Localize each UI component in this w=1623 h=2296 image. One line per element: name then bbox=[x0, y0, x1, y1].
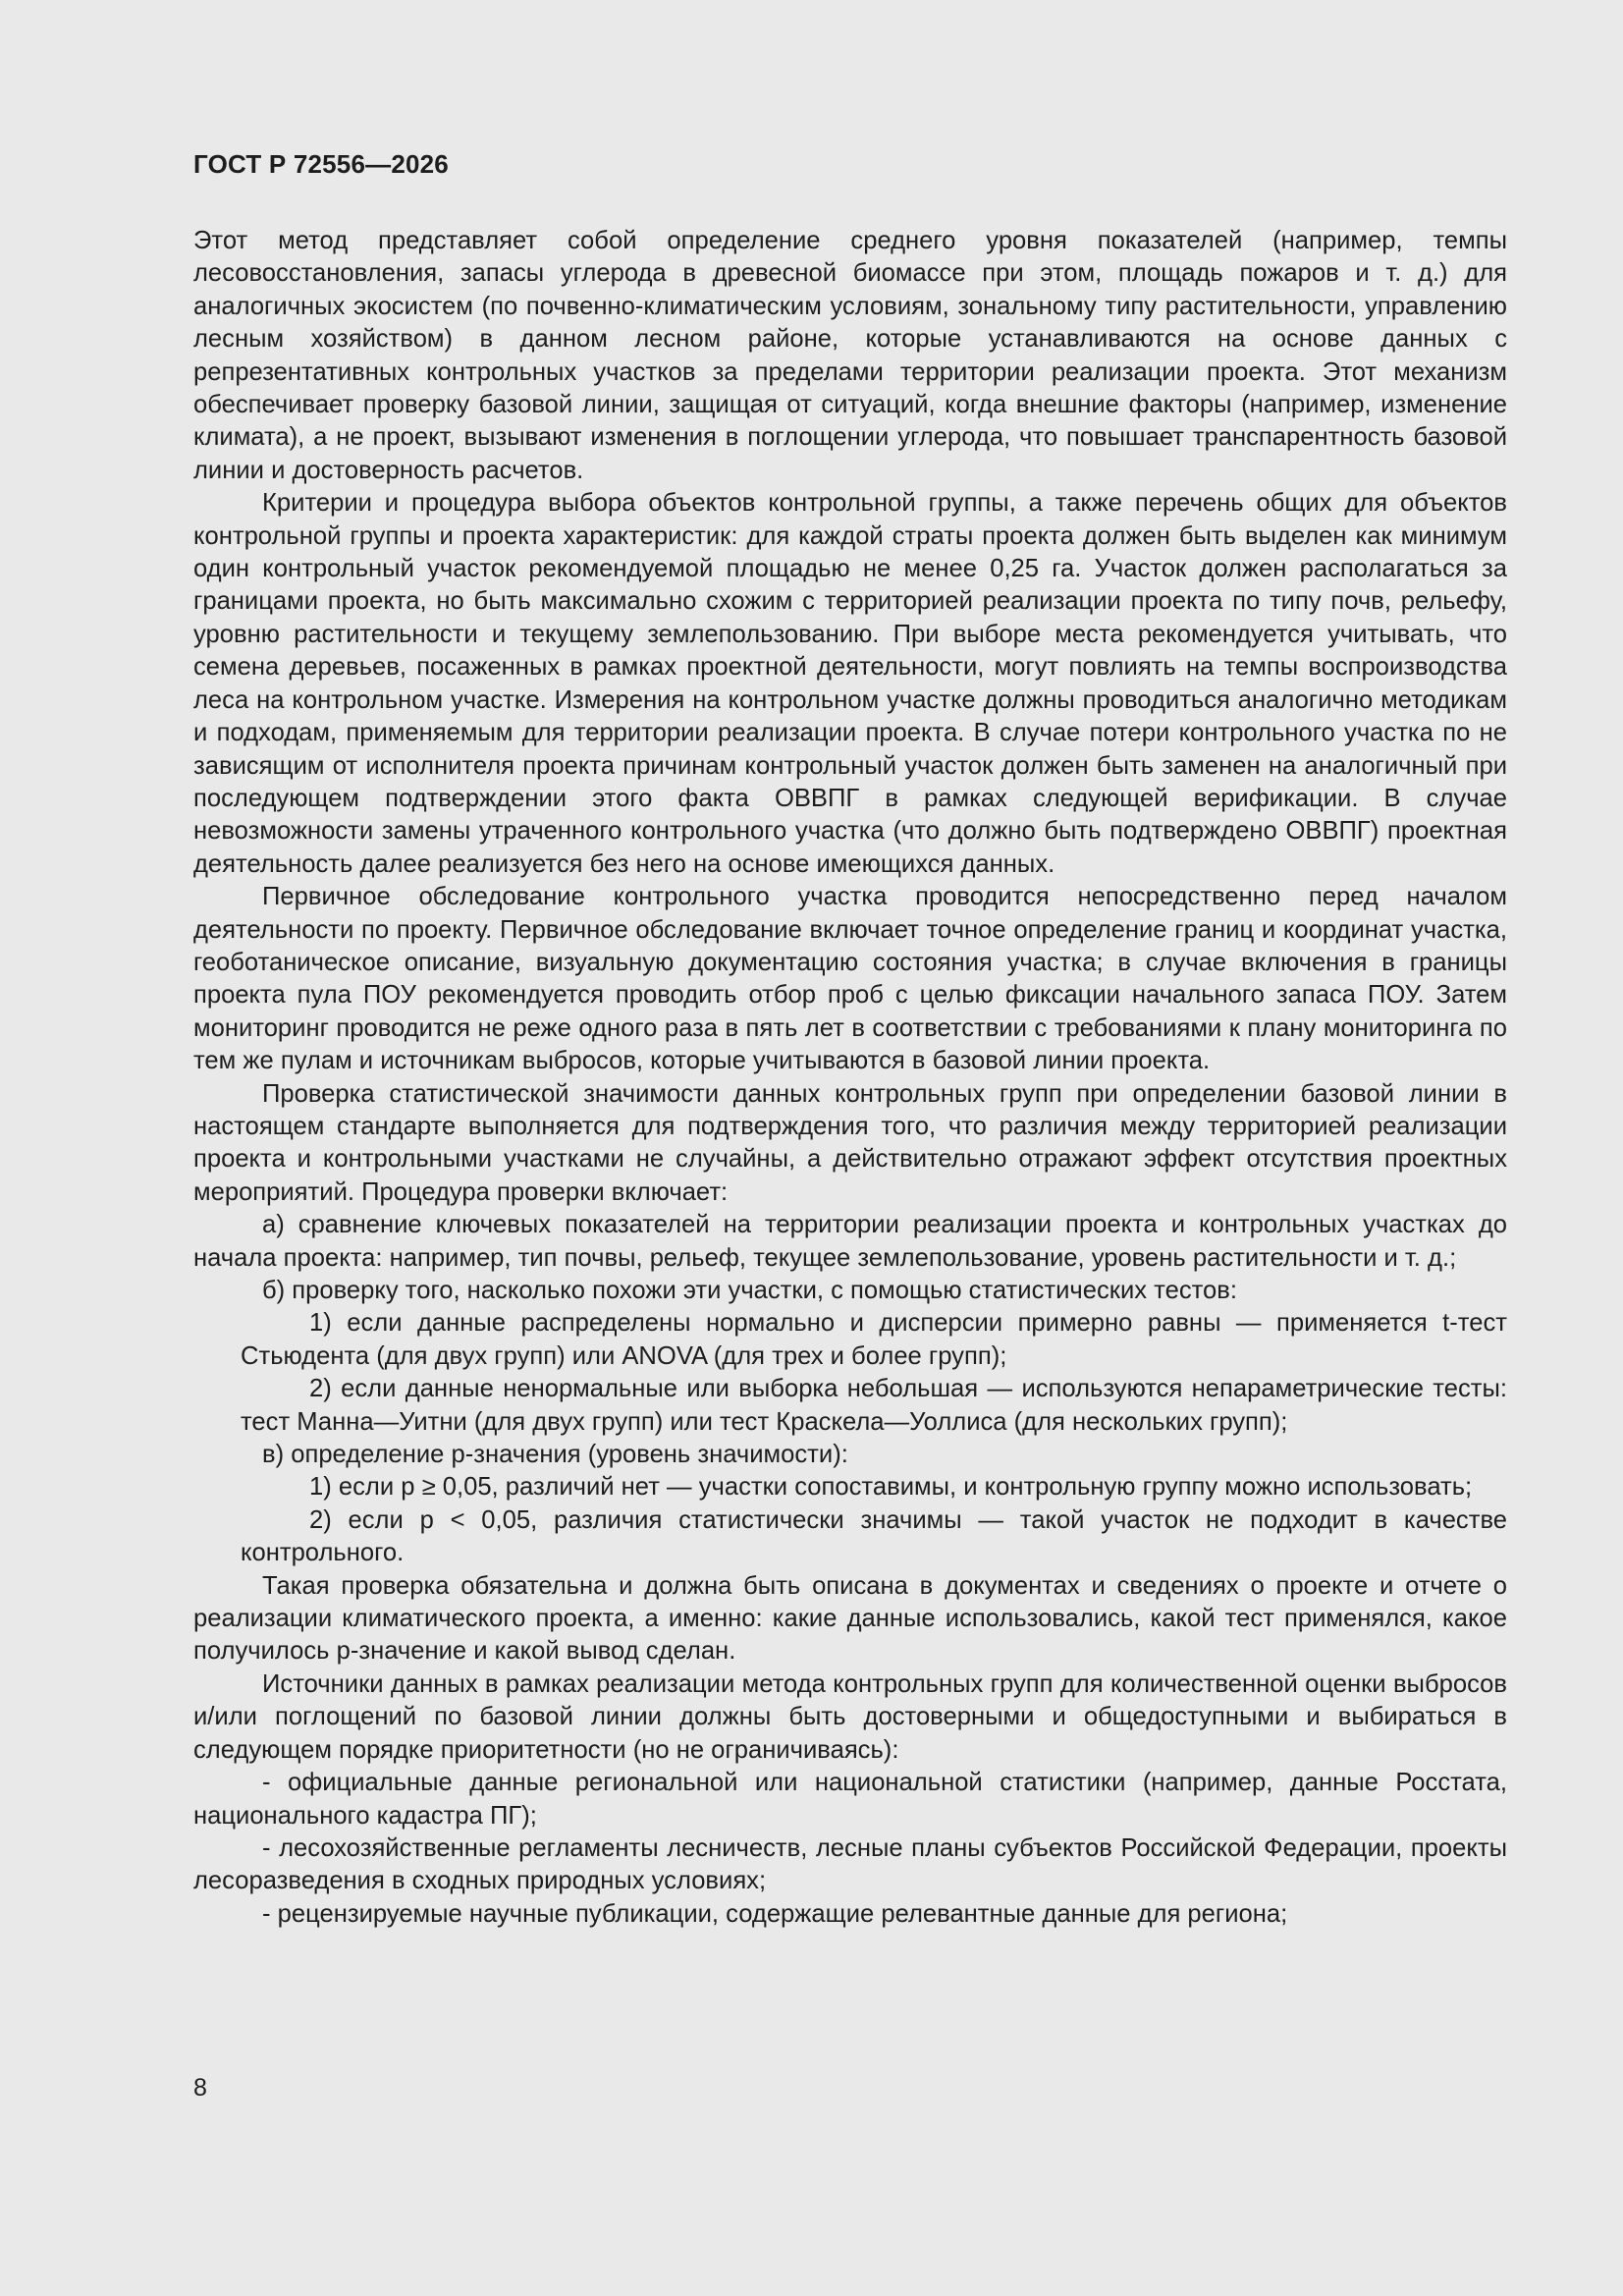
list-item-b-2: 2) если данные ненормальные или выборка небольшая — используются непараметрические тесты: тест Манна—Уитни (для двух групп) или тест Краскела—Уоллиса (для нескольких групп); bbox=[241, 1375, 1507, 1436]
page-number: 8 bbox=[193, 2074, 207, 2102]
paragraph-method-description: Этот метод представляет собой определение среднего уровня показателей (например, темпы лесовосстановления, запасы углерода в древесной биомассе при этом, площадь пожаров и т. д.) для аналогичных экосистем (по почвенно-климатическим условиям, зональному типу растительности, управлению лесным хозяйством) в данном лесном районе, которые устанавливаются на основе данных с репрезентативных контрольных участков за пределами территории реализации проекта. Этот механизм обеспечивает проверку базовой линии, защищая от ситуаций, когда внешние факторы (например, изменение климата), а не проект, вызывают изменения в поглощении углерода, что повышает транспарентность базовой линии и достоверность расчетов. bbox=[193, 227, 1507, 484]
list-item-a: а) сравнение ключевых показателей на территории реализации проекта и контрольных участках до начала проекта: например, тип почвы, рельеф, текущее землепользование, уровень растительности и т. д.; bbox=[193, 1211, 1507, 1272]
paragraph-data-sources: Источники данных в рамках реализации метода контрольных групп для количественной оценки выбросов и/или поглощений по базовой линии должны быть достоверными и общедоступными и выбираться в следующем порядке приоритетности (но не ограничиваясь): bbox=[193, 1669, 1507, 1764]
list-item-c-1: 1) если p ≥ 0,05, различий нет — участки сопоставимы, и контрольную группу можно использовать; bbox=[309, 1473, 1473, 1502]
paragraph-statistical-significance: Проверка статистической значимости данных контрольных групп при определении базовой линии в настоящем стандарте выполняется для подтверждения того, что различия между территорией реализации проекта и контрольными участками не случайны, а действительно отражают эффект отсутствия проектных мероприятий. Процедура проверки включает: bbox=[193, 1079, 1507, 1206]
list-item-forestry-regulations: - лесохозяйственные регламенты лесничеств, лесные планы субъектов Российской Федерации, проекты лесоразведения в сходных природных условиях; bbox=[193, 1833, 1507, 1895]
list-item-official-statistics: - официальные данные региональной или национальной статистики (например, данные Росстата, национального кадастра ПГ); bbox=[193, 1769, 1507, 1830]
paragraph-control-group-criteria: Критерии и процедура выбора объектов контрольной группы, а также перечень общих для объектов контрольной группы и проекта характеристик: для каждой страты проекта должен быть выделен как минимум один контрольный участок рекомендуемой площадью не менее 0,25 га. Участок должен располагаться за границами проекта, но быть максимально схожим с территорией реализации проекта по типу почв, рельефу, уровню растительности и текущему землепользованию. При выборе места рекомендуется учитывать, что семена деревьев, посаженных в рамках проектной деятельности, могут повлиять на темпы воспроизводства леса на контрольном участке. Измерения на контрольном участке должны проводиться аналогично методикам и подходам, применяемым для территории реализации проекта. В случае потери контрольного участка по не зависящим от исполнителя проекта причинам контрольный участок должен быть заменен на аналогичный при последующем подтверждении этого факта ОВВПГ в рамках следующей верификации. В случае невозможности замены утраченного контрольного участка (что должно быть подтверждено ОВВПГ) проектная деятельность далее реализуется без него на основе имеющихся данных. bbox=[193, 489, 1507, 878]
paragraph-check-documentation: Такая проверка обязательна и должна быть описана в документах и сведениях о проекте и отчете о реализации климатического проекта, а именно: какие данные использовались, какой тест применялся, какое получилось p-значение и какой вывод сделан. bbox=[193, 1571, 1507, 1666]
list-item-c: в) определение p-значения (уровень значимости): bbox=[262, 1441, 848, 1469]
standard-header: ГОСТ Р 72556—2026 bbox=[193, 149, 449, 179]
list-item-b-1: 1) если данные распределены нормально и дисперсии примерно равны — применяется t-тест Стьюдента (для двух групп) или ANOVA (для трех и более групп); bbox=[241, 1309, 1507, 1370]
list-item-c-2: 2) если p < 0,05, различия статистически значимы — такой участок не подходит в качестве контрольного. bbox=[241, 1505, 1507, 1567]
list-item-b: б) проверку того, насколько похожи эти участки, с помощью статистических тестов: bbox=[262, 1277, 1237, 1304]
document-body bbox=[193, 225, 1507, 1931]
list-item-scientific-publications: - рецензируемые научные публикации, содержащие релевантные данные для региона; bbox=[262, 1899, 1288, 1928]
paragraph-primary-survey: Первичное обследование контрольного участка проводится непосредственно перед началом деятельности по проекту. Первичное обследование включает точное определение границ и координат участка, геоботаническое описание, визуальную документацию состояния участка; в случае включения в границы проекта пула ПОУ рекомендуется проводить отбор проб с целью фиксации начального запаса ПОУ. Затем мониторинг проводится не реже одного раза в пять лет в соответствии с требованиями к плану мониторинга по тем же пулам и источникам выбросов, которые учитываются в базовой линии проекта. bbox=[193, 883, 1507, 1075]
